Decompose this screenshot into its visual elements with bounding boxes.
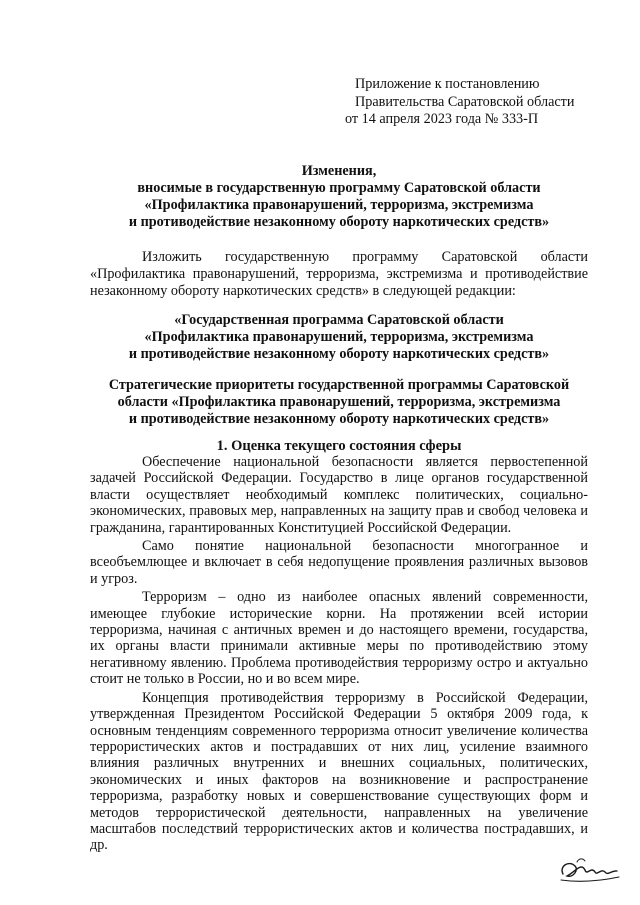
- appendix-header: [345, 76, 625, 129]
- document-title: [90, 163, 588, 231]
- body-paragraph-2: Само понятие национальной безопасности многогранное и всеобъемлющее и включает в себя недопущение проявления различных вызовов и угроз.: [90, 538, 588, 587]
- program-title-line-1: «Государственная программа Саратовской области: [174, 312, 504, 328]
- intro-paragraph: Изложить государственную программу Саратовской области «Профилактика правонарушений, терроризма, экстремизма и противодействие незаконному обороту наркотических средств» в следующей редакции:: [90, 249, 588, 299]
- body-paragraph-1: Обеспечение национальной безопасности является первостепенной задачей Российской Федерации. Государство в лице органов государственной власти осуществляет необходимый комплекс политических, социально-экономических, правовых мер, направленных на защиту прав и свобод человека и гражданина, гарантированных Конституцией Российской Федерации.: [90, 454, 588, 536]
- title-line-4: и противодействие незаконному обороту наркотических средств»: [128, 214, 550, 230]
- title-line-3: «Профилактика правонарушений, терроризма, экстремизма: [144, 197, 534, 213]
- appendix-line-2: Правительства Саратовской области: [355, 93, 575, 110]
- appendix-line-3: от 14 апреля 2023 года № 333-П: [345, 111, 539, 127]
- program-title: [90, 312, 588, 363]
- strategic-title-line-3: и противодействие незаконному обороту наркотических средств»: [128, 411, 550, 427]
- section-heading-text: 1. Оценка текущего состояния сферы: [216, 438, 462, 454]
- title-line-1: Изменения,: [301, 163, 377, 179]
- appendix-line-1: Приложение к постановлению: [355, 76, 540, 92]
- program-title-line-3: и противодействие незаконному обороту наркотических средств»: [128, 346, 550, 362]
- body-text: [90, 454, 588, 856]
- strategic-priorities-title: [90, 377, 588, 428]
- title-line-2: вносимые в государственную программу Саратовской области: [137, 180, 541, 196]
- intro-section: [90, 249, 588, 300]
- program-title-line-2: «Профилактика правонарушений, терроризма, экстремизма: [144, 329, 534, 345]
- handwritten-initials-signature: [555, 852, 625, 888]
- body-paragraph-3: Терроризм – одно из наиболее опасных явлений современности, имеющее глубокие исторические корни. На протяжении всей истории терроризма, начиная с античных времен и до настоящего времени, государства, их органы власти принимали активные меры по противодействию этому негативному явлению. Проблема противодействия терроризму остро и актуально стоит не только в России, но и во всем мире.: [90, 589, 588, 688]
- strategic-title-line-1: Стратегические приоритеты государственной программы Саратовской: [108, 377, 570, 393]
- strategic-title-line-2: области «Профилактика правонарушений, терроризма, экстремизма: [117, 394, 561, 410]
- section-heading: [90, 438, 588, 455]
- body-paragraph-4: Концепция противодействия терроризму в Российской Федерации, утвержденная Президентом Российской Федерации 5 октября 2009 года, к основным тенденциям современного терроризма относит увеличение количества террористических актов и пострадавших от них лиц, усиление взаимного влияния различных внутренних и внешних социальных, политических, экономических и иных факторов на возникновение и распространение терроризма, разработку новых и совершенствование существующих форм и методов террористической деятельности, направленных на увеличение масштабов последствий террористических актов и количества пострадавших, и др.: [90, 689, 588, 854]
